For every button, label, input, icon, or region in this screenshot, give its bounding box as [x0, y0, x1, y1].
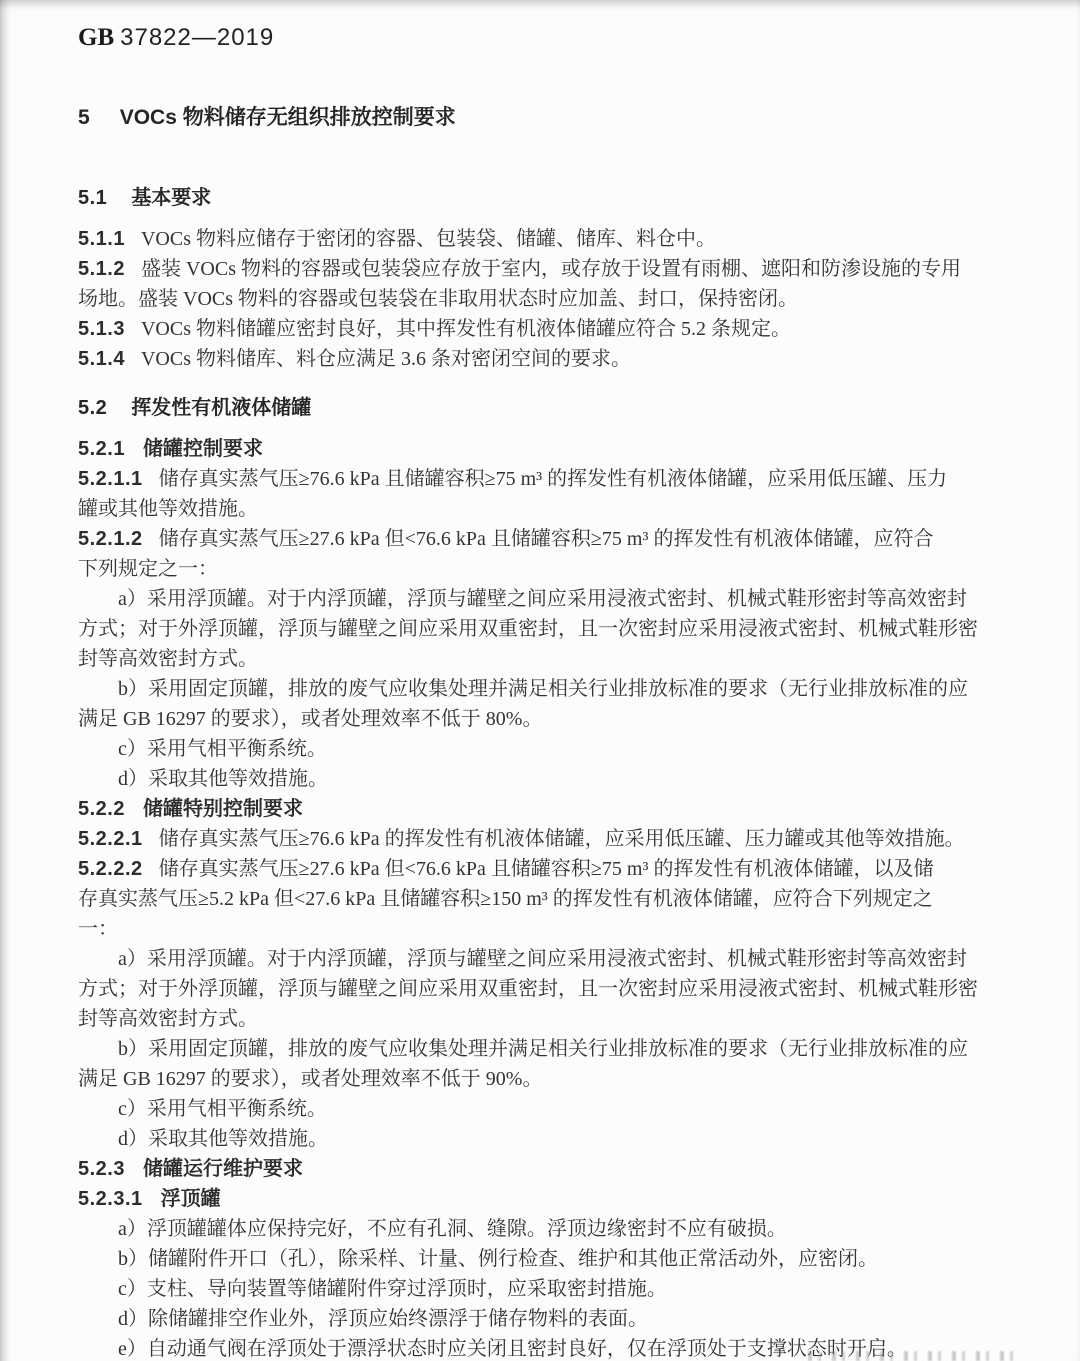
line-text: 储罐控制要求: [142, 438, 263, 460]
line-text: c）采用气相平衡系统。: [118, 738, 327, 760]
text-line: [78, 554, 980, 584]
subheading-line: [78, 1184, 980, 1214]
text-line: [78, 524, 980, 554]
line-text: 储存真实蒸气压≥76.6 kPa 的挥发性有机液体储罐，应采用低压罐、压力罐或其他等效措施。: [158, 828, 965, 850]
subheading-line: [78, 794, 980, 824]
text-line: [78, 884, 980, 914]
line-text: c）采用气相平衡系统。: [118, 1098, 327, 1120]
line-text: c）支柱、导向装置等储罐附件穿过浮顶时，应采取密封措施。: [118, 1278, 667, 1300]
clause-number: 5.2.1.2: [78, 528, 143, 550]
section-5-heading: [78, 101, 980, 131]
clause-number: 5.2.1: [78, 438, 125, 460]
clause-number: 5.2.1.1: [78, 468, 143, 490]
clause-number: 5.2.2.1: [78, 828, 143, 850]
doc-number-header: [78, 24, 980, 52]
line-text: a）采用浮顶罐。对于内浮顶罐，浮顶与罐壁之间应采用浸液式密封、机械式鞋形密封等高效密封: [118, 588, 967, 610]
line-text: 浮顶罐: [160, 1188, 221, 1210]
line-text: 满足 GB 16297 的要求），或者处理效率不低于 80%。: [78, 708, 543, 730]
line-text: d）采取其他等效措施。: [118, 1128, 328, 1150]
line-text: 储罐运行维护要求: [142, 1158, 303, 1180]
line-text: 封等高效密封方式。: [78, 648, 258, 670]
line-text: 盛装 VOCs 物料的容器或包装袋应存放于室内，或存放于设置有雨棚、遮阳和防渗设施的专用: [140, 258, 961, 280]
text-line: [78, 224, 980, 254]
line-text: 一：: [78, 918, 118, 940]
heading-title: 挥发性有机液体储罐: [131, 397, 312, 419]
cut-off-text-fragment: [808, 1351, 1013, 1361]
line-text: VOCs 物料储库、料仓应满足 3.6 条对密闭空间的要求。: [140, 348, 631, 370]
line-text: d）除储罐排空作业外，浮顶应始终漂浮于储存物料的表面。: [118, 1308, 648, 1330]
line-text: VOCs 物料应储存于密闭的容器、包装袋、储罐、储库、料仓中。: [140, 228, 716, 250]
line-text: 方式；对于外浮顶罐，浮顶与罐壁之间应采用双重密封，且一次密封应采用浸液式密封、机械式鞋形密: [78, 978, 978, 1000]
line-text: d）采取其他等效措施。: [118, 768, 328, 790]
clause-number: 5.1.4: [78, 348, 125, 370]
list-item-line: [78, 1124, 980, 1154]
list-item-line: [78, 944, 980, 974]
clause-number: 5.1.3: [78, 318, 125, 340]
line-text: 方式；对于外浮顶罐，浮顶与罐壁之间应采用双重密封，且一次密封应采用浸液式密封、机械式鞋形密: [78, 618, 978, 640]
section-5-2-body: [78, 434, 980, 1361]
heading-number: 5.2: [78, 397, 108, 419]
text-line: [78, 824, 980, 854]
text-line: [78, 644, 980, 674]
clause-number: 5.2.2.2: [78, 858, 143, 880]
clause-number: 5.1.1: [78, 228, 125, 250]
heading-title: 基本要求: [131, 187, 212, 209]
list-item-line: [78, 1034, 980, 1064]
line-text: 存真实蒸气压≥5.2 kPa 但<27.6 kPa 且储罐容积≥150 m³ 的挥发性有机液体储罐，应符合下列规定之: [78, 888, 933, 910]
list-item-line: [78, 764, 980, 794]
line-text: 储存真实蒸气压≥27.6 kPa 但<76.6 kPa 且储罐容积≥75 m³ 的挥发性有机液体储罐，以及储: [158, 858, 934, 880]
section-5-2-heading: [78, 391, 980, 420]
text-line: [78, 614, 980, 644]
line-text: 场地。盛装 VOCs 物料的容器或包装袋在非取用状态时应加盖、封口，保持密闭。: [78, 288, 799, 310]
heading-number: 5: [78, 106, 90, 129]
heading-number: 5.1: [78, 187, 108, 209]
text-line: [78, 344, 980, 374]
section-5-1-heading: [78, 181, 980, 210]
line-text: 罐或其他等效措施。: [78, 498, 258, 520]
text-line: [78, 284, 980, 314]
line-text: 储存真实蒸气压≥76.6 kPa 且储罐容积≥75 m³ 的挥发性有机液体储罐，应采用低压罐、压力: [158, 468, 948, 490]
list-item-line: [78, 674, 980, 704]
line-text: 下列规定之一：: [78, 558, 218, 580]
line-text: b）采用固定顶罐，排放的废气应收集处理并满足相关行业排放标准的要求（无行业排放标准的应: [118, 1038, 968, 1060]
text-line: [78, 464, 980, 494]
line-text: b）储罐附件开口（孔），除采样、计量、例行检查、维护和其他正常活动外，应密闭。: [118, 1248, 878, 1270]
standard-number: 37822—2019: [120, 24, 275, 51]
heading-title: VOCs 物料储存无组织排放控制要求: [119, 106, 456, 129]
text-line: [78, 854, 980, 884]
line-text: a）采用浮顶罐。对于内浮顶罐，浮顶与罐壁之间应采用浸液式密封、机械式鞋形密封等高效密封: [118, 948, 967, 970]
list-item-line: [78, 1244, 980, 1274]
clause-number: 5.2.3: [78, 1158, 125, 1180]
list-item-line: [78, 584, 980, 614]
text-line: [78, 314, 980, 344]
line-text: a）浮顶罐罐体应保持完好，不应有孔洞、缝隙。浮顶边缘密封不应有破损。: [118, 1218, 787, 1240]
clause-number: 5.1.2: [78, 258, 125, 280]
line-text: 储罐特别控制要求: [142, 798, 303, 820]
text-line: [78, 1064, 980, 1094]
clause-number: 5.2.3.1: [78, 1188, 143, 1210]
standard-code: GB: [78, 24, 115, 51]
text-line: [78, 494, 980, 524]
line-text: e）自动通气阀在浮顶处于漂浮状态时应关闭且密封良好，仅在浮顶处于支撑状态时开启。: [118, 1338, 907, 1360]
subheading-line: [78, 434, 980, 464]
list-item-line: [78, 1214, 980, 1244]
line-text: VOCs 物料储罐应密封良好，其中挥发性有机液体储罐应符合 5.2 条规定。: [140, 318, 791, 340]
clause-number: 5.2.2: [78, 798, 125, 820]
text-line: [78, 704, 980, 734]
list-item-line: [78, 1094, 980, 1124]
list-item-line: [78, 1304, 980, 1334]
text-line: [78, 914, 980, 944]
text-line: [78, 1004, 980, 1034]
list-item-line: [78, 1274, 980, 1304]
section-5-1-body: [78, 224, 980, 374]
line-text: 储存真实蒸气压≥27.6 kPa 但<76.6 kPa 且储罐容积≥75 m³ 的挥发性有机液体储罐，应符合: [158, 528, 934, 550]
line-text: b）采用固定顶罐，排放的废气应收集处理并满足相关行业排放标准的要求（无行业排放标准的应: [118, 678, 968, 700]
subheading-line: [78, 1154, 980, 1184]
text-line: [78, 974, 980, 1004]
list-item-line: [78, 734, 980, 764]
line-text: 封等高效密封方式。: [78, 1008, 258, 1030]
line-text: 满足 GB 16297 的要求），或者处理效率不低于 90%。: [78, 1068, 543, 1090]
text-line: [78, 254, 980, 284]
